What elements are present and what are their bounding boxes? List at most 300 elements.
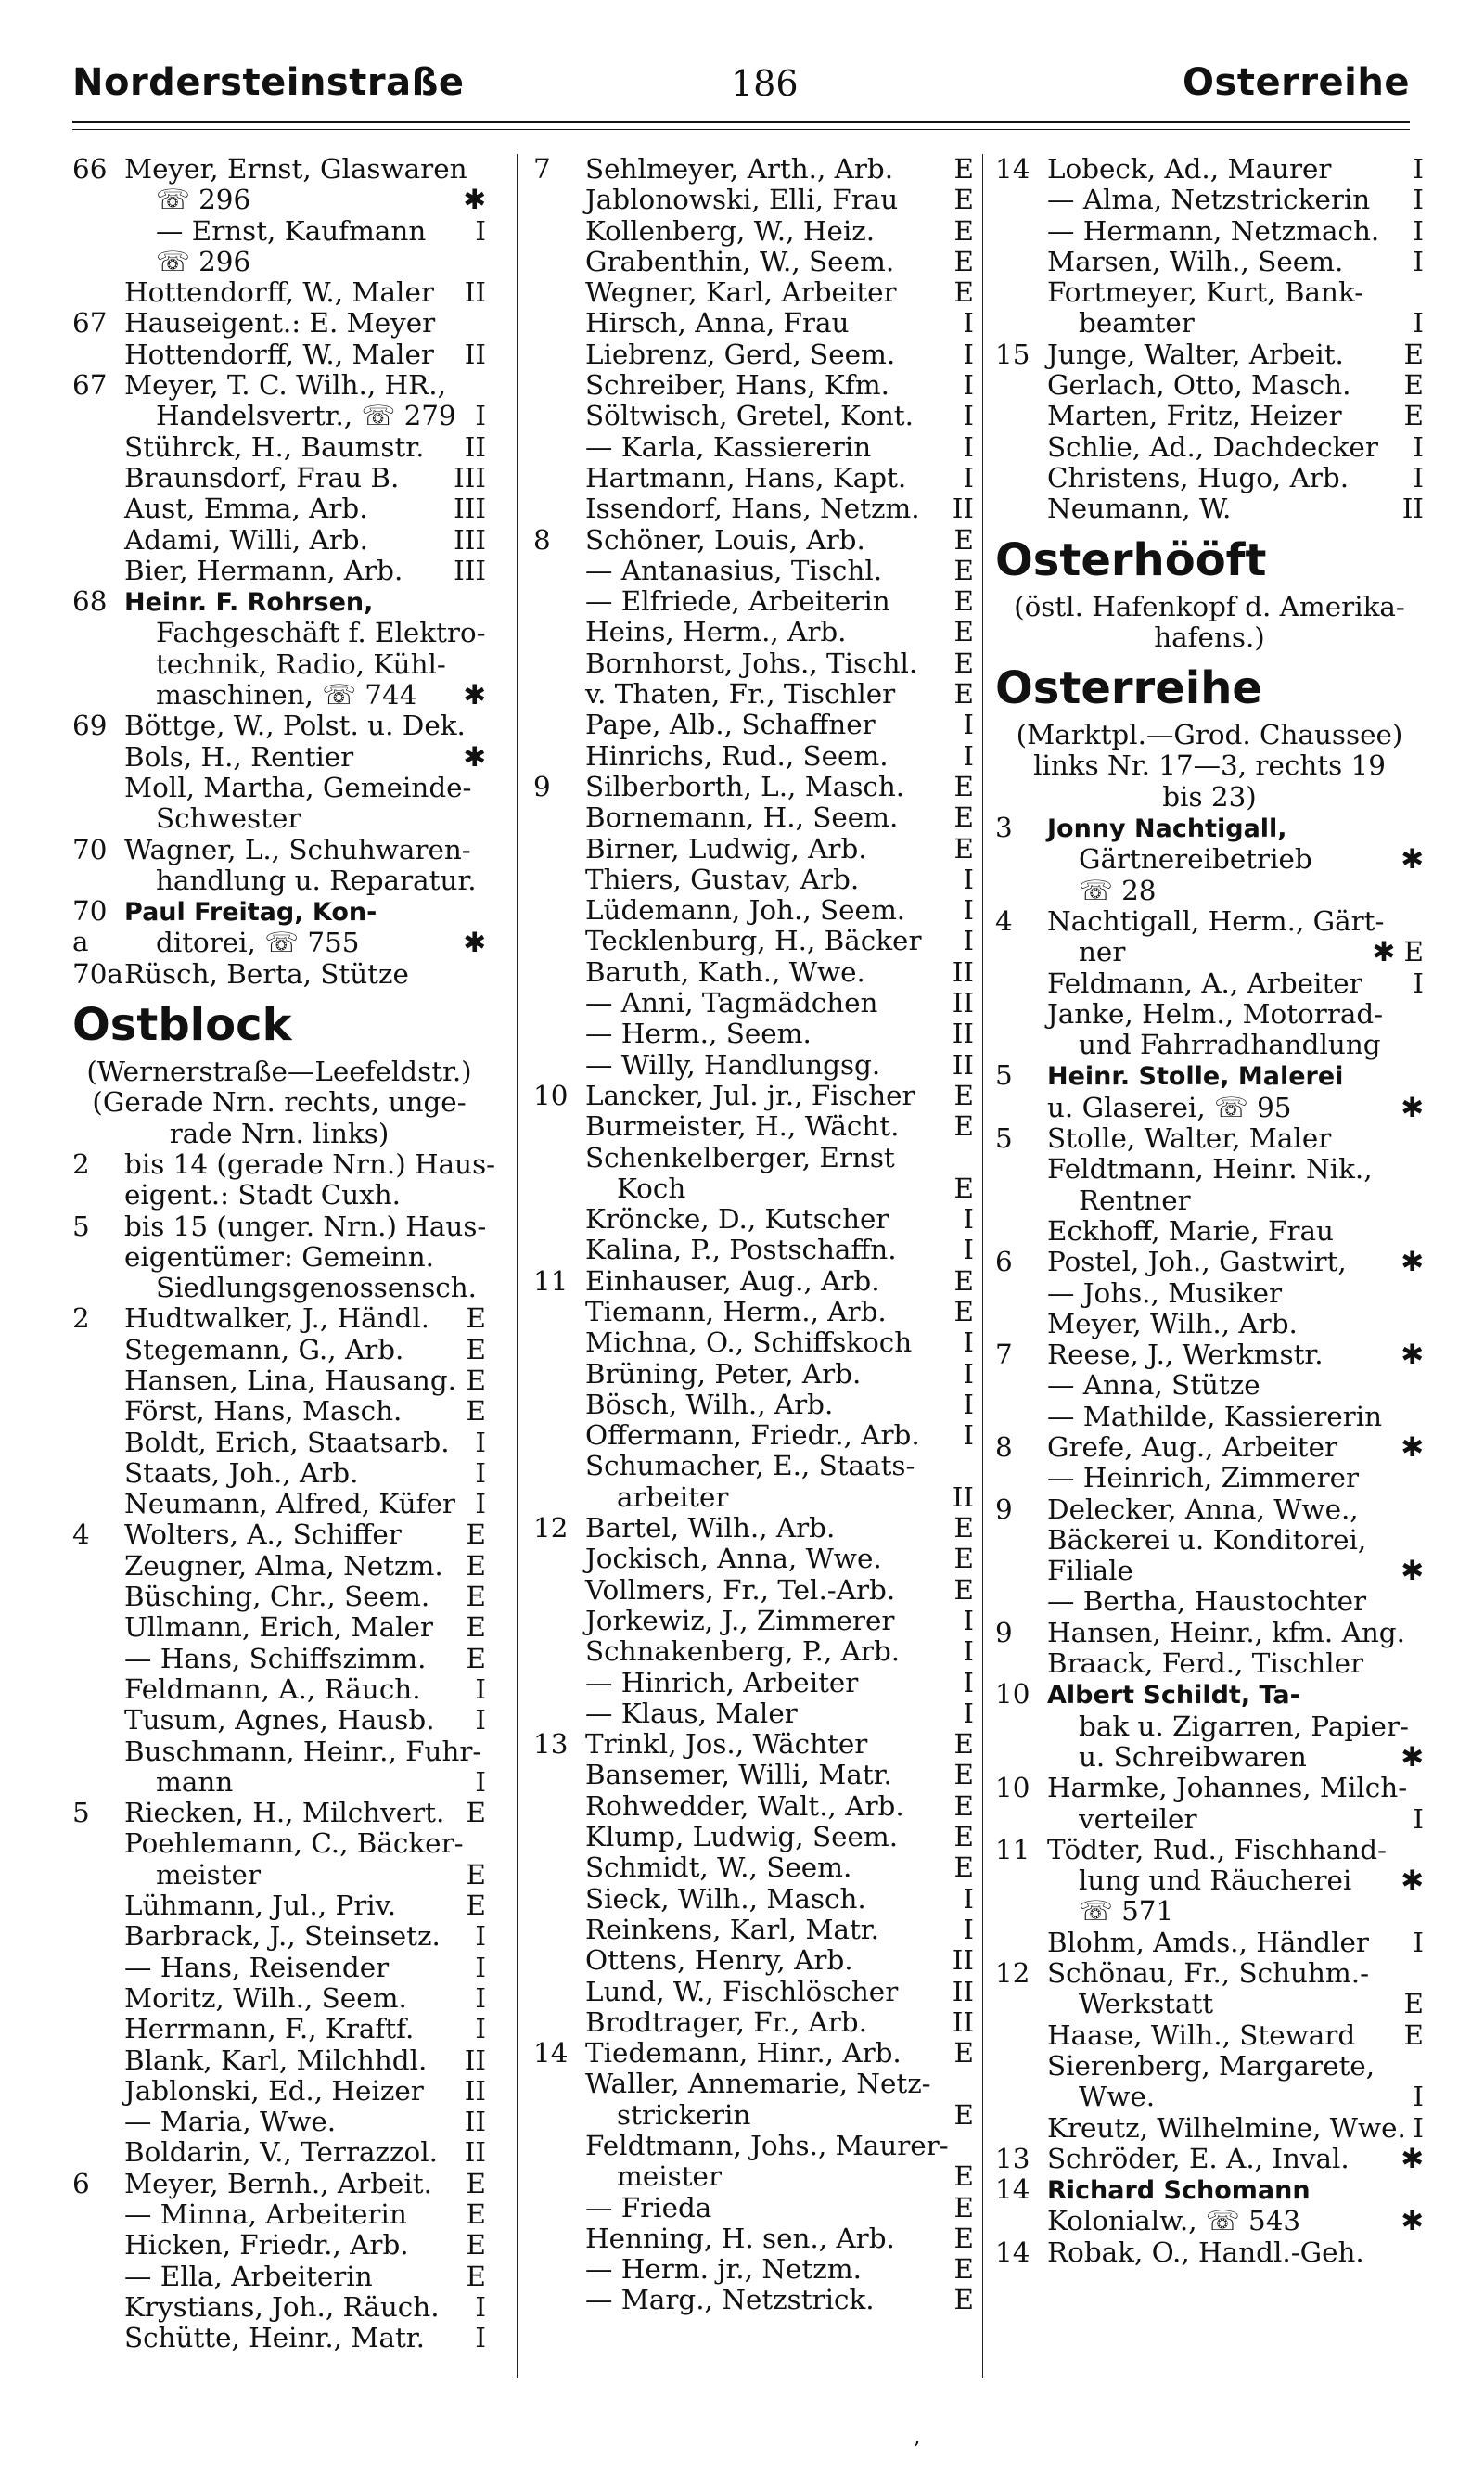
resident-text: Fortmeyer, Kurt, Bank- bbox=[1047, 276, 1364, 309]
resident-line bbox=[585, 710, 974, 740]
resident-line bbox=[585, 1977, 974, 2007]
floor-mark: ✱ bbox=[1401, 1339, 1424, 1371]
floor-mark: E bbox=[466, 1549, 486, 1582]
resident-line bbox=[1047, 401, 1424, 431]
floor-mark: E bbox=[953, 1728, 974, 1761]
resident-text: Boldt, Erich, Staatsarb. bbox=[124, 1426, 450, 1458]
floor-mark: III bbox=[454, 461, 486, 493]
resident-line bbox=[124, 865, 486, 896]
resident-line bbox=[1047, 1123, 1424, 1154]
resident-line bbox=[124, 649, 486, 680]
resident-text: Lund, W., Fischlöscher bbox=[585, 1975, 899, 2007]
resident-line bbox=[585, 1915, 974, 1945]
floor-mark: II bbox=[952, 493, 974, 525]
resident-line bbox=[124, 1489, 486, 1519]
resident-line bbox=[1047, 1989, 1424, 2019]
resident-line bbox=[585, 741, 974, 772]
resident-text: — Elfriede, Arbeiterin bbox=[585, 585, 890, 618]
floor-mark: I bbox=[475, 1426, 486, 1458]
resident-text: Lüdemann, Joh., Seem. bbox=[585, 894, 906, 927]
resident-line bbox=[124, 1612, 486, 1643]
floor-mark: I bbox=[1413, 430, 1424, 463]
floor-mark: I bbox=[475, 1920, 486, 1953]
resident-text: maschinen, ☏ 744 bbox=[156, 679, 417, 711]
floor-mark: E bbox=[953, 832, 974, 865]
resident-text: Grabenthin, W., Seem. bbox=[585, 245, 895, 277]
resident-text: Schlie, Ad., Dachdecker bbox=[1047, 430, 1378, 463]
resident-text: Schumacher, E., Staats- bbox=[585, 1450, 915, 1482]
resident-text: Blank, Karl, Milchhdl. bbox=[124, 2044, 428, 2076]
floor-mark: I bbox=[1413, 967, 1424, 999]
resident-text: ☏ 571 bbox=[1079, 1895, 1174, 1928]
floor-mark: I bbox=[475, 400, 486, 432]
resident-text: Einhauser, Aug., Arb. bbox=[585, 1264, 880, 1297]
resident-line bbox=[124, 1767, 486, 1798]
resident-text: Jablonski, Ed., Heizer bbox=[124, 2074, 424, 2107]
resident-text: — Hermann, Netzmach. bbox=[1047, 214, 1380, 247]
resident-line bbox=[585, 1513, 974, 1544]
resident-line bbox=[124, 711, 486, 741]
floor-mark: E bbox=[953, 2191, 974, 2223]
floor-mark: I bbox=[475, 1456, 486, 1489]
house-number: 9 bbox=[533, 770, 551, 802]
resident-line bbox=[585, 2007, 974, 2038]
floor-mark: I bbox=[963, 1913, 974, 1945]
resident-text: Moll, Martha, Gemeinde- bbox=[124, 771, 472, 803]
floor-mark: E bbox=[953, 2222, 974, 2254]
resident-text: Schönau, Fr., Schuhm.- bbox=[1047, 1957, 1370, 1990]
resident-text: Albert Schildt, Ta- bbox=[1047, 1681, 1300, 1711]
resident-line bbox=[1047, 2051, 1424, 2082]
resident-line bbox=[1047, 1278, 1424, 1309]
resident-line bbox=[124, 1582, 486, 1612]
resident-line bbox=[585, 586, 974, 617]
resident-text: Herrmann, F., Kraftf. bbox=[124, 2013, 415, 2045]
resident-text: ☏ 296 bbox=[156, 245, 251, 277]
resident-text: Reinkens, Karl, Matr. bbox=[585, 1913, 879, 1945]
house-entry bbox=[995, 2237, 1424, 2268]
resident-line bbox=[124, 803, 486, 834]
resident-line bbox=[1047, 1339, 1424, 1370]
resident-text: Wwe. bbox=[1079, 2081, 1156, 2113]
resident-text: Poehlemann, C., Bäcker- bbox=[124, 1827, 464, 1860]
resident-text: Henning, H. sen., Arb. bbox=[585, 2222, 895, 2254]
resident-text: Trinkl, Jos., Wächter bbox=[585, 1728, 868, 1761]
resident-text: Nachtigall, Herm., Gärt- bbox=[1047, 904, 1385, 937]
house-entry bbox=[533, 525, 974, 772]
resident-line bbox=[124, 1519, 486, 1550]
floor-mark: I bbox=[963, 739, 974, 772]
resident-text: Kollenberg, W., Heiz. bbox=[585, 214, 876, 247]
resident-text: Schwester bbox=[156, 802, 301, 835]
resident-text: Hauseigent.: E. Meyer bbox=[124, 307, 436, 340]
resident-text: Harmke, Johannes, Milch- bbox=[1047, 1772, 1408, 1804]
resident-text: — Herm., Seem. bbox=[585, 1018, 812, 1050]
resident-text: und Fahrradhandlung bbox=[1079, 1029, 1381, 1061]
resident-line bbox=[585, 1668, 974, 1698]
resident-line bbox=[1047, 1618, 1424, 1648]
floor-mark: E bbox=[466, 1395, 486, 1428]
resident-text: Hinrichs, Rud., Seem. bbox=[585, 739, 889, 772]
floor-mark: II bbox=[464, 430, 486, 463]
resident-text: Meyer, T. C. Wilh., HR., bbox=[124, 369, 446, 402]
resident-line bbox=[1047, 340, 1424, 370]
resident-text: strickerin bbox=[617, 2098, 751, 2131]
resident-text: — Willy, Handlungsg. bbox=[585, 1048, 881, 1081]
resident-line bbox=[124, 2107, 486, 2137]
house-number: 14 bbox=[995, 2173, 1030, 2206]
resident-line bbox=[1047, 308, 1424, 339]
resident-text: Bansemer, Willi, Matr. bbox=[585, 1759, 892, 1791]
house-entry bbox=[72, 896, 486, 959]
resident-line bbox=[124, 463, 486, 493]
resident-line bbox=[1047, 937, 1424, 967]
floor-mark: E bbox=[953, 1821, 974, 1853]
resident-line bbox=[124, 216, 486, 247]
description-line: (Gerade Nrn. rechts, unge- bbox=[92, 1086, 467, 1119]
resident-text: bak u. Zigarren, Papier- bbox=[1079, 1710, 1409, 1742]
house-entry bbox=[995, 906, 1424, 1060]
resident-line bbox=[585, 525, 974, 556]
resident-line bbox=[124, 1428, 486, 1458]
resident-text: Feldmann, A., Räuch. bbox=[124, 1672, 421, 1705]
resident-text: handlung u. Reparatur. bbox=[156, 864, 477, 896]
resident-line bbox=[1047, 2206, 1424, 2236]
floor-mark: I bbox=[963, 461, 974, 493]
resident-line bbox=[1047, 1247, 1424, 1277]
resident-line bbox=[585, 1420, 974, 1451]
resident-line bbox=[1047, 1556, 1424, 1586]
resident-text: Marsen, Wilh., Seem. bbox=[1047, 245, 1344, 277]
resident-line bbox=[124, 277, 486, 308]
floor-mark: E bbox=[953, 1789, 974, 1822]
resident-text: Kalina, P., Postschaffn. bbox=[585, 1234, 897, 1266]
floor-mark: E bbox=[953, 585, 974, 618]
resident-text: Liebrenz, Gerd, Seem. bbox=[585, 338, 896, 370]
floor-mark: II bbox=[1401, 493, 1424, 525]
resident-line bbox=[1047, 1586, 1424, 1617]
floor-mark: II bbox=[952, 2005, 974, 2038]
floor-mark: II bbox=[952, 955, 974, 988]
house-entry bbox=[72, 1519, 486, 1798]
resident-text: Kreutz, Wilhelmine, Wwe. bbox=[1047, 2111, 1406, 2144]
floor-mark: E bbox=[953, 1264, 974, 1297]
resident-line bbox=[1047, 2082, 1424, 2112]
column-2 bbox=[533, 154, 974, 2316]
resident-text: Robak, O., Handl.-Geh. bbox=[1047, 2236, 1364, 2268]
resident-line bbox=[124, 1953, 486, 1983]
resident-text: Moritz, Wilh., Seem. bbox=[124, 1981, 407, 2014]
floor-mark: E bbox=[953, 1295, 974, 1327]
house-number: 13 bbox=[533, 1728, 569, 1761]
house-number: 6 bbox=[995, 1246, 1013, 1278]
floor-mark: E bbox=[466, 1302, 486, 1335]
resident-line bbox=[585, 1081, 974, 1111]
floor-mark: ✱ bbox=[1401, 1740, 1424, 1773]
floor-mark: E bbox=[466, 1519, 486, 1551]
floor-mark: E bbox=[953, 2098, 974, 2131]
resident-text: Blohm, Amds., Händler bbox=[1047, 1926, 1369, 1958]
floor-mark: E bbox=[466, 2229, 486, 2262]
house-number: 10 bbox=[995, 1678, 1030, 1711]
street-heading: Ostblock bbox=[72, 999, 292, 1052]
floor-mark: I bbox=[963, 1604, 974, 1636]
floor-mark: I bbox=[963, 925, 974, 957]
resident-text: beamter bbox=[1079, 307, 1195, 340]
resident-line bbox=[124, 2137, 486, 2168]
resident-line bbox=[585, 648, 974, 679]
resident-text: Vollmers, Fr., Tel.-Arb. bbox=[585, 1573, 896, 1606]
resident-text: Heinr. F. Rohrsen, bbox=[124, 588, 374, 618]
house-number: 10 bbox=[995, 1772, 1030, 1804]
resident-text: — Johs., Musiker bbox=[1047, 1276, 1283, 1309]
resident-line bbox=[585, 802, 974, 833]
floor-mark: E bbox=[953, 1759, 974, 1791]
house-number: 69 bbox=[72, 710, 108, 742]
floor-mark: E bbox=[466, 1642, 486, 1674]
house-entry bbox=[72, 1798, 486, 2169]
resident-text: Bösch, Wilh., Arb. bbox=[585, 1388, 834, 1420]
house-entry bbox=[995, 2144, 1424, 2174]
resident-text: Neumann, W. bbox=[1047, 493, 1232, 525]
floor-mark: E bbox=[953, 184, 974, 216]
resident-line bbox=[585, 432, 974, 463]
resident-text: Junge, Walter, Arbeit. bbox=[1047, 338, 1344, 370]
resident-text: Bäckerei u. Konditorei, bbox=[1047, 1523, 1367, 1556]
resident-text: Hirsch, Anna, Frau bbox=[585, 307, 850, 340]
house-entry bbox=[72, 1211, 486, 1304]
resident-line bbox=[585, 1204, 974, 1235]
house-number: 4 bbox=[72, 1519, 90, 1551]
resident-line bbox=[585, 185, 974, 215]
resident-line bbox=[585, 370, 974, 401]
floor-mark: ✱ bbox=[1401, 1864, 1424, 1897]
resident-line bbox=[585, 308, 974, 339]
resident-line bbox=[1047, 1928, 1424, 1958]
floor-mark: ✱ bbox=[1401, 1246, 1424, 1278]
resident-text: Schmidt, W., Seem. bbox=[585, 1852, 852, 1884]
resident-line bbox=[1047, 463, 1424, 493]
resident-text: — Marg., Netzstrick. bbox=[585, 2284, 875, 2316]
resident-text: Kolonialw., ☏ 543 bbox=[1047, 2205, 1301, 2237]
floor-mark: E bbox=[953, 523, 974, 556]
resident-line bbox=[585, 216, 974, 247]
resident-line bbox=[124, 1921, 486, 1952]
resident-line bbox=[585, 2161, 974, 2192]
resident-line bbox=[585, 1451, 974, 1481]
resident-line bbox=[585, 154, 974, 185]
resident-text: Schröder, E. A., Inval. bbox=[1047, 2142, 1350, 2174]
floor-mark: I bbox=[963, 1666, 974, 1698]
house-number: 5 bbox=[995, 1122, 1013, 1155]
header-rule-thick bbox=[72, 121, 1410, 123]
resident-text: Stolle, Walter, Maler bbox=[1047, 1122, 1332, 1155]
resident-line bbox=[124, 1273, 486, 1303]
house-number: 7 bbox=[995, 1339, 1013, 1371]
house-number: 11 bbox=[995, 1833, 1030, 1865]
resident-line bbox=[585, 1173, 974, 1204]
resident-line bbox=[1047, 1742, 1424, 1773]
resident-text: Braunsdorf, Frau B. bbox=[124, 461, 400, 493]
resident-line bbox=[585, 1327, 974, 1358]
resident-line bbox=[585, 957, 974, 988]
resident-text: Silberborth, L., Masch. bbox=[585, 770, 905, 802]
floor-mark: E bbox=[953, 616, 974, 648]
print-mark: , bbox=[914, 2423, 921, 2449]
resident-line bbox=[585, 2069, 974, 2099]
resident-line bbox=[124, 1551, 486, 1582]
floor-mark: E bbox=[953, 2160, 974, 2193]
floor-mark: E bbox=[953, 801, 974, 834]
resident-text: Offermann, Friedr., Arb. bbox=[585, 1419, 920, 1452]
resident-text: Söltwisch, Gretel, Kont. bbox=[585, 400, 914, 432]
resident-line bbox=[585, 679, 974, 710]
floor-mark: I bbox=[963, 1326, 974, 1359]
resident-text: meister bbox=[617, 2160, 722, 2193]
resident-line bbox=[585, 493, 974, 524]
house-number: 5 bbox=[72, 1210, 90, 1242]
resident-line bbox=[585, 988, 974, 1019]
house-number: 13 bbox=[995, 2142, 1030, 2174]
resident-line bbox=[1047, 2174, 1424, 2206]
floor-mark: I bbox=[963, 1357, 974, 1390]
resident-line bbox=[124, 586, 486, 618]
resident-text: Hansen, Lina, Hausang. bbox=[124, 1364, 456, 1396]
resident-text: Meyer, Ernst, Glaswaren bbox=[124, 153, 467, 185]
house-number: 68 bbox=[72, 585, 108, 618]
house-entry bbox=[533, 1266, 974, 1513]
resident-line bbox=[1047, 876, 1424, 906]
resident-line bbox=[124, 308, 486, 339]
floor-mark: E bbox=[953, 2037, 974, 2070]
resident-line bbox=[585, 2131, 974, 2161]
floor-mark: I bbox=[963, 338, 974, 370]
resident-text: bis 14 (gerade Nrn.) Haus- bbox=[124, 1147, 496, 1180]
resident-line bbox=[1047, 1958, 1424, 1989]
floor-mark: III bbox=[454, 493, 486, 525]
resident-line bbox=[124, 1242, 486, 1273]
resident-line bbox=[585, 1019, 974, 1049]
resident-line bbox=[124, 2292, 486, 2323]
resident-line bbox=[1047, 1773, 1424, 1803]
floor-mark: E bbox=[1403, 2018, 1424, 2051]
resident-text: Sierenberg, Margarete, bbox=[1047, 2049, 1375, 2082]
floor-mark: II bbox=[952, 1480, 974, 1513]
house-number: 8 bbox=[533, 523, 551, 556]
resident-text: Gärtnereibetrieb bbox=[1079, 843, 1312, 876]
resident-text: Lobeck, Ad., Maurer bbox=[1047, 153, 1332, 185]
house-number: 12 bbox=[533, 1512, 569, 1544]
floor-mark: ✱ bbox=[463, 927, 486, 959]
resident-line bbox=[585, 1297, 974, 1327]
floor-mark: I bbox=[475, 1672, 486, 1705]
resident-text: Brodtrager, Fr., Arb. bbox=[585, 2005, 867, 2038]
house-entry bbox=[995, 813, 1424, 906]
floor-mark: I bbox=[963, 1882, 974, 1915]
resident-text: Först, Hans, Masch. bbox=[124, 1395, 403, 1428]
resident-text: Adami, Willi, Arb. bbox=[124, 523, 368, 556]
resident-text: Waller, Annemarie, Netz- bbox=[585, 2068, 931, 2100]
resident-line bbox=[585, 1390, 974, 1420]
house-entry bbox=[995, 154, 1424, 340]
floor-mark: I bbox=[1413, 214, 1424, 247]
resident-line bbox=[124, 1211, 486, 1242]
resident-line bbox=[585, 247, 974, 277]
resident-text: Issendorf, Hans, Netzm. bbox=[585, 493, 920, 525]
resident-line bbox=[1047, 1804, 1424, 1835]
resident-text: Delecker, Anna, Wwe., bbox=[1047, 1493, 1359, 1525]
resident-line bbox=[585, 2223, 974, 2254]
house-entry bbox=[995, 1123, 1424, 1247]
description-line: (Wernerstraße—Leefeldstr.) bbox=[86, 1056, 472, 1088]
house-number: 8 bbox=[995, 1430, 1013, 1463]
resident-line bbox=[124, 1890, 486, 1921]
floor-mark: II bbox=[952, 1975, 974, 2007]
resident-text: Zeugner, Alma, Netzm. bbox=[124, 1549, 443, 1582]
resident-line bbox=[585, 1359, 974, 1390]
resident-line bbox=[585, 2193, 974, 2223]
house-number: 11 bbox=[533, 1264, 569, 1297]
floor-mark: I bbox=[1413, 461, 1424, 493]
resident-line bbox=[1047, 2237, 1424, 2268]
resident-text: Neumann, Alfred, Küfer bbox=[124, 1488, 455, 1520]
house-entry bbox=[995, 1835, 1424, 1958]
floor-mark: E bbox=[953, 1543, 974, 1575]
resident-text: — Hans, Schiffszimm. bbox=[124, 1642, 427, 1674]
resident-line bbox=[585, 1235, 974, 1265]
house-number: 5 bbox=[72, 1797, 90, 1829]
resident-line bbox=[585, 1729, 974, 1760]
resident-line bbox=[585, 1636, 974, 1667]
resident-line bbox=[1047, 844, 1424, 875]
house-entry bbox=[72, 370, 486, 586]
house-entry bbox=[995, 1432, 1424, 1494]
house-number: 70a bbox=[72, 957, 123, 990]
floor-mark: E bbox=[953, 678, 974, 711]
resident-line bbox=[1047, 813, 1424, 844]
resident-text: v. Thaten, Fr., Tischler bbox=[585, 678, 896, 711]
resident-text: Richard Schomann bbox=[1047, 2176, 1311, 2206]
house-number: 14 bbox=[995, 2236, 1030, 2268]
floor-mark: I bbox=[963, 430, 974, 463]
floor-mark: II bbox=[952, 1018, 974, 1050]
floor-mark: I bbox=[963, 307, 974, 340]
resident-text: — Bertha, Haustochter bbox=[1047, 1585, 1367, 1618]
floor-mark: ✱ bbox=[463, 740, 486, 773]
floor-mark: III bbox=[454, 554, 486, 586]
floor-mark: I bbox=[963, 1203, 974, 1236]
resident-text: Ottens, Henry, Arb. bbox=[585, 1944, 853, 1977]
page-number: 186 bbox=[731, 63, 799, 104]
resident-line bbox=[124, 1396, 486, 1427]
floor-mark: ✱ bbox=[1401, 1555, 1424, 1587]
resident-text: — Hinrich, Arbeiter bbox=[585, 1666, 859, 1698]
floor-mark: E bbox=[953, 1573, 974, 1606]
house-number: 12 bbox=[995, 1957, 1030, 1990]
resident-text: Bartel, Wilh., Arb. bbox=[585, 1512, 836, 1544]
resident-line bbox=[124, 835, 486, 865]
resident-line bbox=[1047, 1679, 1424, 1711]
house-entry bbox=[72, 154, 486, 277]
floor-mark: I bbox=[963, 1234, 974, 1266]
resident-text: — Mathilde, Kassiererin bbox=[1047, 1400, 1383, 1432]
resident-line bbox=[124, 1983, 486, 2014]
resident-text: Paul Freitag, Kon- bbox=[124, 898, 377, 928]
resident-text: Kröncke, D., Kutscher bbox=[585, 1203, 889, 1236]
resident-text: Schnakenberg, P., Arb. bbox=[585, 1635, 901, 1668]
floor-mark: I bbox=[963, 400, 974, 432]
floor-mark: II bbox=[464, 2136, 486, 2169]
